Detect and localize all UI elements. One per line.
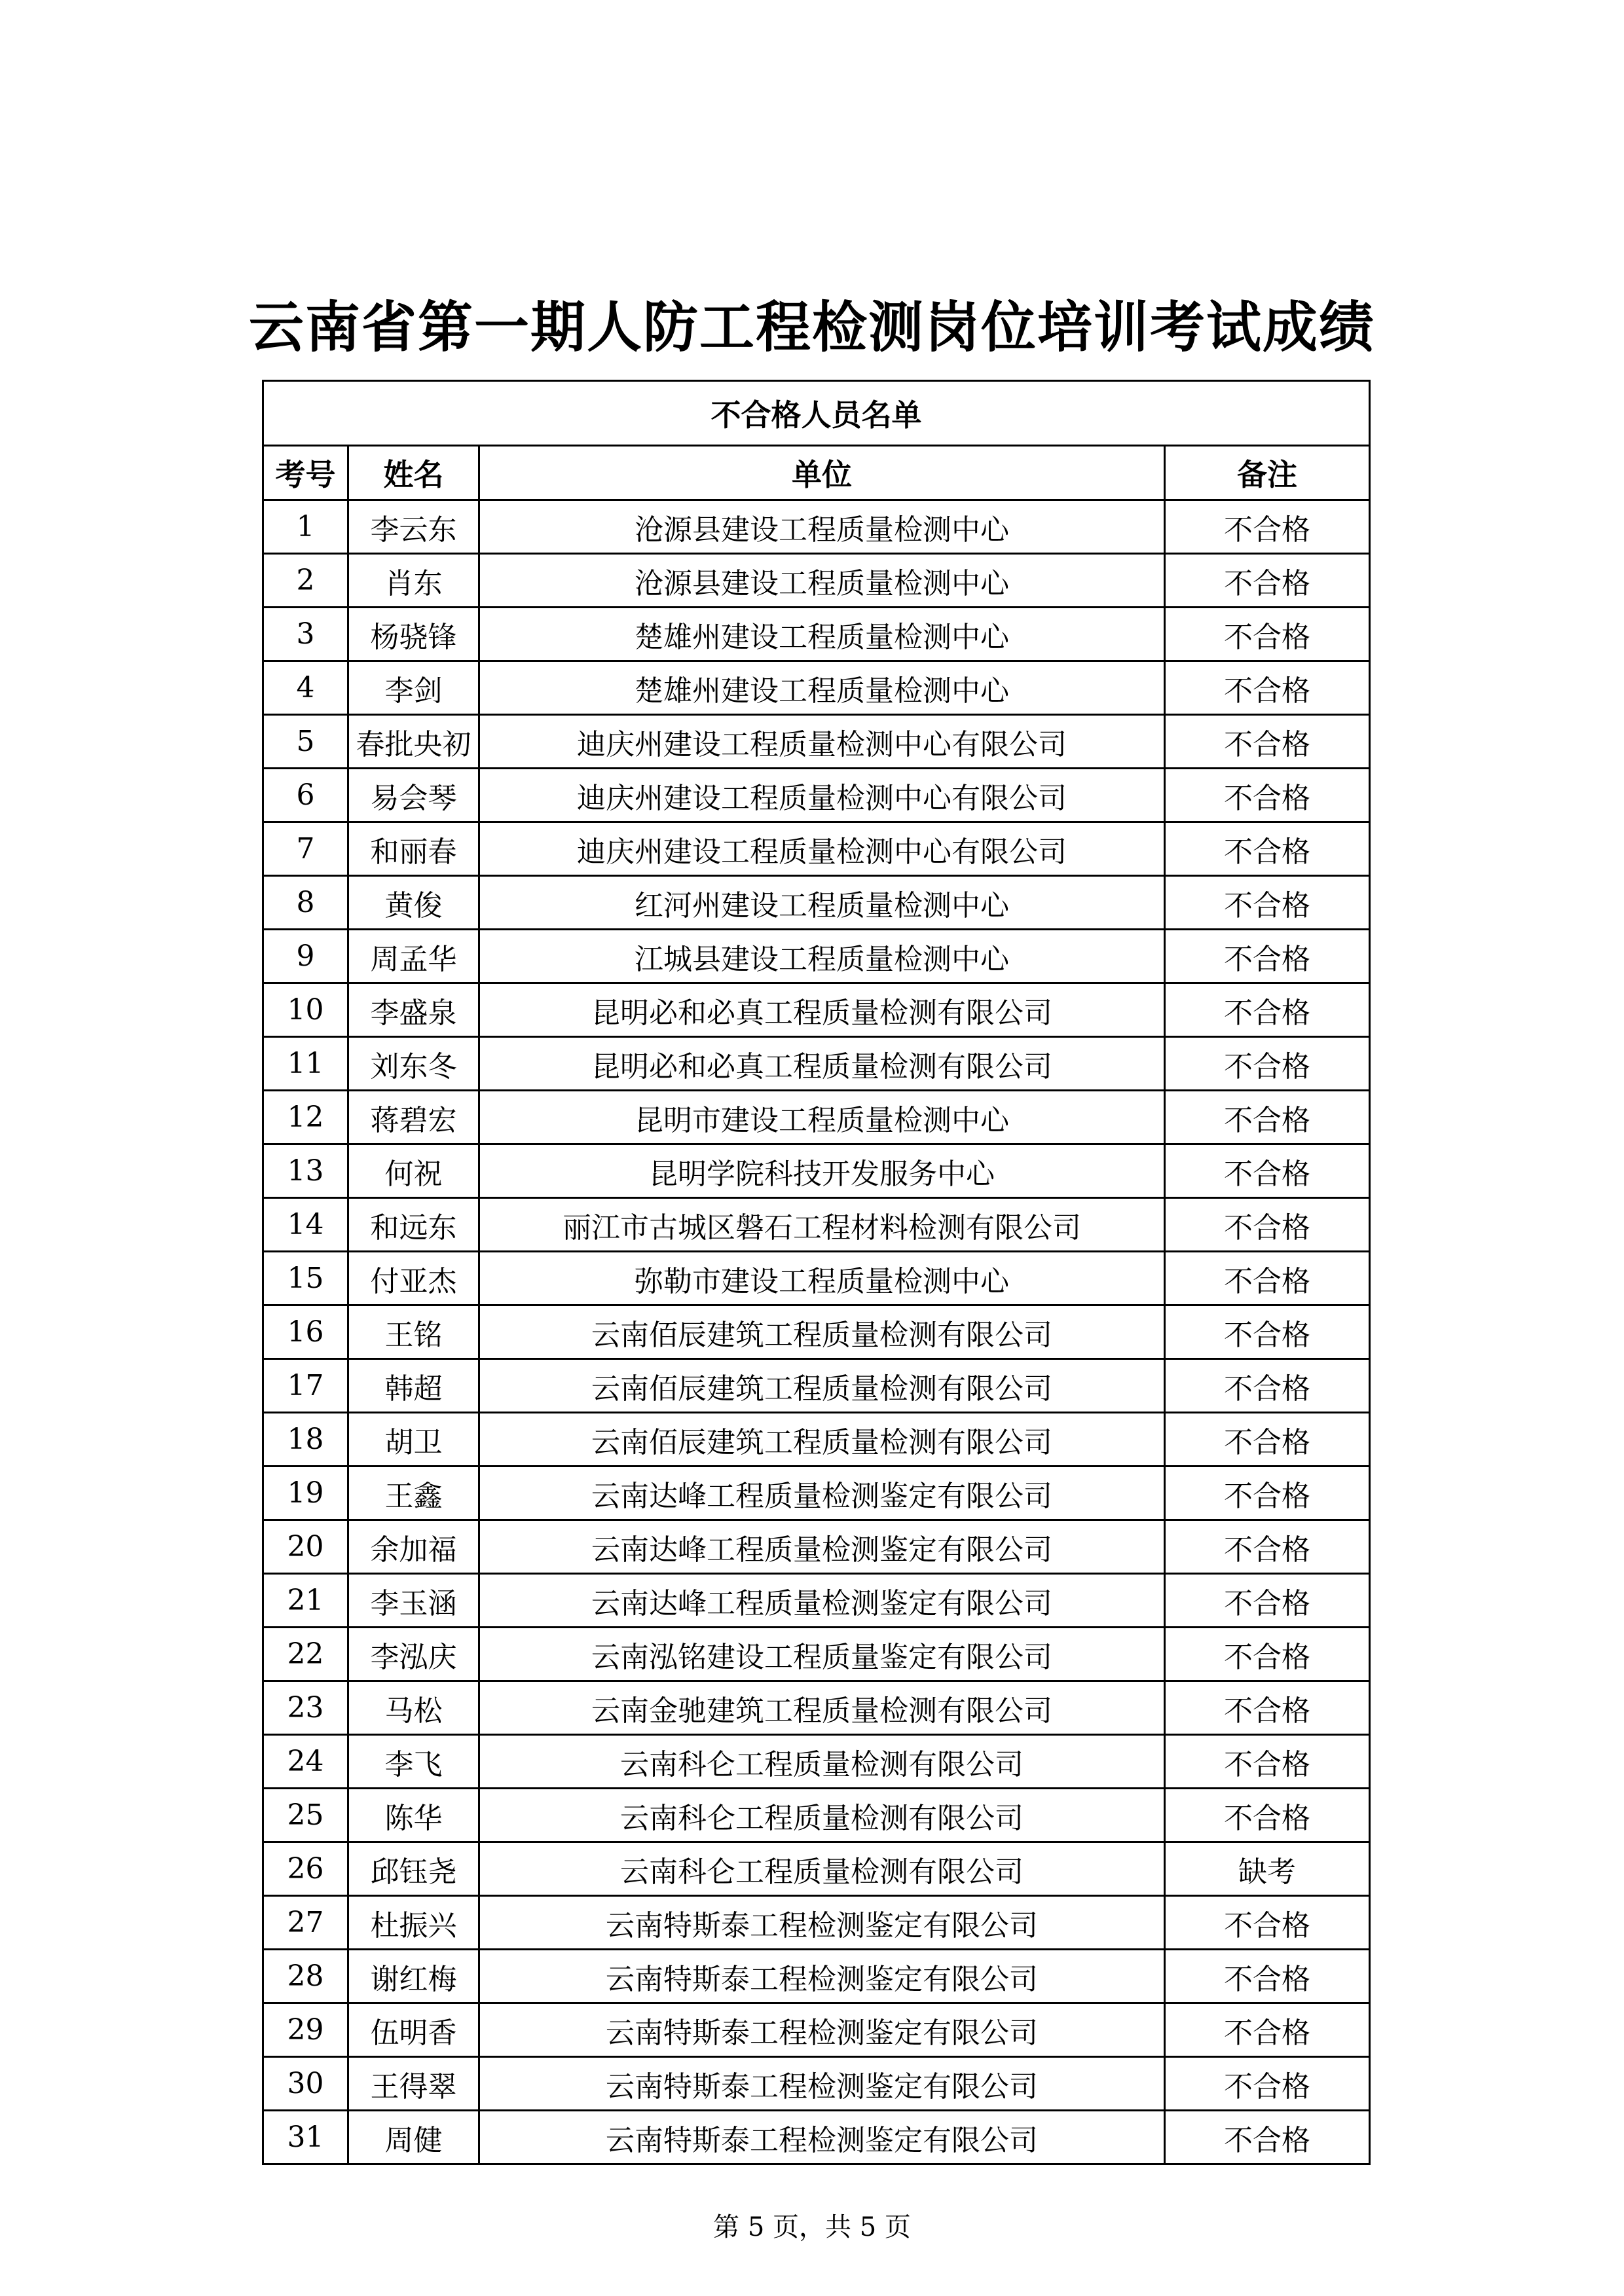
table-row: [263, 1950, 1370, 2003]
cell-exam-number: 1: [263, 500, 348, 554]
table-row: [263, 983, 1370, 1037]
table-row: [263, 2057, 1370, 2111]
cell-name: 李剑: [348, 661, 479, 715]
cell-name: 胡卫: [348, 1413, 479, 1467]
table-row: [263, 715, 1370, 769]
cell-remark: 不合格: [1165, 822, 1370, 876]
cell-name: 易会琴: [348, 769, 479, 822]
cell-organization: 迪庆州建设工程质量检测中心有限公司: [479, 822, 1165, 876]
cell-organization: 弥勒市建设工程质量检测中心: [479, 1252, 1165, 1305]
cell-exam-number: 26: [263, 1842, 348, 1896]
cell-organization: 云南科仑工程质量检测有限公司: [479, 1789, 1165, 1842]
cell-name: 春批央初: [348, 715, 479, 769]
cell-organization: 云南达峰工程质量检测鉴定有限公司: [479, 1520, 1165, 1574]
table-body: [263, 500, 1370, 2164]
table-row: [263, 1198, 1370, 1252]
cell-remark: 不合格: [1165, 2057, 1370, 2111]
cell-exam-number: 28: [263, 1950, 348, 2003]
cell-organization: 云南特斯泰工程检测鉴定有限公司: [479, 2003, 1165, 2057]
cell-exam-number: 24: [263, 1735, 348, 1789]
cell-name: 和远东: [348, 1198, 479, 1252]
cell-organization: 昆明学院科技开发服务中心: [479, 1144, 1165, 1198]
cell-remark: 不合格: [1165, 1305, 1370, 1359]
table-row: [263, 1628, 1370, 1681]
cell-name: 李玉涵: [348, 1574, 479, 1628]
cell-name: 肖东: [348, 554, 479, 608]
column-header-name: 姓名: [348, 446, 479, 500]
cell-organization: 红河州建设工程质量检测中心: [479, 876, 1165, 930]
column-header-remark: 备注: [1165, 446, 1370, 500]
cell-remark: 不合格: [1165, 1144, 1370, 1198]
cell-name: 邱钰尧: [348, 1842, 479, 1896]
cell-organization: 云南特斯泰工程检测鉴定有限公司: [479, 2111, 1165, 2164]
table-row: [263, 1789, 1370, 1842]
cell-remark: 不合格: [1165, 1789, 1370, 1842]
table-row: [263, 1574, 1370, 1628]
table-row: [263, 1896, 1370, 1950]
cell-name: 杜振兴: [348, 1896, 479, 1950]
cell-organization: 楚雄州建设工程质量检测中心: [479, 608, 1165, 661]
cell-exam-number: 21: [263, 1574, 348, 1628]
cell-exam-number: 6: [263, 769, 348, 822]
cell-remark: 不合格: [1165, 1252, 1370, 1305]
cell-name: 周孟华: [348, 930, 479, 983]
table-row: [263, 661, 1370, 715]
cell-exam-number: 15: [263, 1252, 348, 1305]
column-header-organization: 单位: [479, 446, 1165, 500]
table-row: [263, 500, 1370, 554]
cell-organization: 江城县建设工程质量检测中心: [479, 930, 1165, 983]
cell-name: 刘东冬: [348, 1037, 479, 1091]
cell-remark: 不合格: [1165, 1359, 1370, 1413]
table-row: [263, 1467, 1370, 1520]
cell-exam-number: 11: [263, 1037, 348, 1091]
table-row: [263, 822, 1370, 876]
cell-organization: 昆明市建设工程质量检测中心: [479, 1091, 1165, 1144]
cell-exam-number: 10: [263, 983, 348, 1037]
cell-exam-number: 27: [263, 1896, 348, 1950]
cell-remark: 不合格: [1165, 2111, 1370, 2164]
table-row: [263, 608, 1370, 661]
table-row: [263, 1735, 1370, 1789]
cell-name: 伍明香: [348, 2003, 479, 2057]
cell-exam-number: 7: [263, 822, 348, 876]
cell-remark: 不合格: [1165, 876, 1370, 930]
cell-organization: 云南科仑工程质量检测有限公司: [479, 1735, 1165, 1789]
cell-organization: 云南泓铭建设工程质量鉴定有限公司: [479, 1628, 1165, 1681]
table-row: [263, 554, 1370, 608]
cell-remark: 不合格: [1165, 1950, 1370, 2003]
cell-exam-number: 22: [263, 1628, 348, 1681]
cell-name: 杨骁锋: [348, 608, 479, 661]
cell-exam-number: 19: [263, 1467, 348, 1520]
failed-candidates-table: [262, 380, 1371, 2165]
cell-exam-number: 4: [263, 661, 348, 715]
cell-name: 李泓庆: [348, 1628, 479, 1681]
cell-name: 陈华: [348, 1789, 479, 1842]
cell-organization: 楚雄州建设工程质量检测中心: [479, 661, 1165, 715]
cell-remark: 不合格: [1165, 1467, 1370, 1520]
cell-remark: 不合格: [1165, 1413, 1370, 1467]
table-row: [263, 2111, 1370, 2164]
table-row: [263, 930, 1370, 983]
table-row: [263, 769, 1370, 822]
cell-exam-number: 29: [263, 2003, 348, 2057]
cell-organization: 迪庆州建设工程质量检测中心有限公司: [479, 715, 1165, 769]
cell-exam-number: 16: [263, 1305, 348, 1359]
cell-organization: 云南特斯泰工程检测鉴定有限公司: [479, 1896, 1165, 1950]
table-row: [263, 1842, 1370, 1896]
cell-remark: 不合格: [1165, 983, 1370, 1037]
cell-exam-number: 17: [263, 1359, 348, 1413]
cell-name: 余加福: [348, 1520, 479, 1574]
table-row: [263, 1520, 1370, 1574]
cell-organization: 云南佰辰建筑工程质量检测有限公司: [479, 1413, 1165, 1467]
cell-name: 李飞: [348, 1735, 479, 1789]
table-row: [263, 1144, 1370, 1198]
cell-organization: 迪庆州建设工程质量检测中心有限公司: [479, 769, 1165, 822]
table-row: [263, 1037, 1370, 1091]
cell-name: 付亚杰: [348, 1252, 479, 1305]
column-header-exam-number: 考号: [263, 446, 348, 500]
cell-exam-number: 30: [263, 2057, 348, 2111]
table-row: [263, 2003, 1370, 2057]
cell-name: 王鑫: [348, 1467, 479, 1520]
cell-remark: 不合格: [1165, 1681, 1370, 1735]
cell-exam-number: 23: [263, 1681, 348, 1735]
cell-remark: 不合格: [1165, 1091, 1370, 1144]
cell-remark: 不合格: [1165, 1520, 1370, 1574]
cell-exam-number: 9: [263, 930, 348, 983]
cell-remark: 不合格: [1165, 661, 1370, 715]
cell-organization: 云南科仑工程质量检测有限公司: [479, 1842, 1165, 1896]
cell-organization: 云南金驰建筑工程质量检测有限公司: [479, 1681, 1165, 1735]
cell-exam-number: 2: [263, 554, 348, 608]
table-row: [263, 1681, 1370, 1735]
cell-remark: 不合格: [1165, 1896, 1370, 1950]
cell-organization: 昆明必和必真工程质量检测有限公司: [479, 983, 1165, 1037]
cell-organization: 云南达峰工程质量检测鉴定有限公司: [479, 1467, 1165, 1520]
cell-name: 何祝: [348, 1144, 479, 1198]
cell-organization: 昆明必和必真工程质量检测有限公司: [479, 1037, 1165, 1091]
cell-organization: 沧源县建设工程质量检测中心: [479, 554, 1165, 608]
cell-name: 李盛泉: [348, 983, 479, 1037]
cell-name: 王得翠: [348, 2057, 479, 2111]
table-subtitle: 不合格人员名单: [263, 381, 1370, 446]
cell-exam-number: 20: [263, 1520, 348, 1574]
cell-name: 蒋碧宏: [348, 1091, 479, 1144]
cell-name: 李云东: [348, 500, 479, 554]
document-title: 云南省第一期人防工程检测岗位培训考试成绩: [248, 295, 1375, 359]
table-row: [263, 1305, 1370, 1359]
cell-remark: 不合格: [1165, 1735, 1370, 1789]
cell-remark: 不合格: [1165, 1037, 1370, 1091]
cell-name: 马松: [348, 1681, 479, 1735]
cell-remark: 不合格: [1165, 608, 1370, 661]
cell-remark: 缺考: [1165, 1842, 1370, 1896]
cell-remark: 不合格: [1165, 1198, 1370, 1252]
cell-remark: 不合格: [1165, 769, 1370, 822]
table-row: [263, 1091, 1370, 1144]
cell-organization: 丽江市古城区磐石工程材料检测有限公司: [479, 1198, 1165, 1252]
cell-remark: 不合格: [1165, 554, 1370, 608]
table-row: [263, 876, 1370, 930]
cell-exam-number: 18: [263, 1413, 348, 1467]
cell-remark: 不合格: [1165, 1628, 1370, 1681]
cell-organization: 沧源县建设工程质量检测中心: [479, 500, 1165, 554]
cell-organization: 云南佰辰建筑工程质量检测有限公司: [479, 1305, 1165, 1359]
cell-name: 周健: [348, 2111, 479, 2164]
cell-remark: 不合格: [1165, 500, 1370, 554]
cell-remark: 不合格: [1165, 930, 1370, 983]
table-row: [263, 1413, 1370, 1467]
cell-name: 韩超: [348, 1359, 479, 1413]
cell-name: 谢红梅: [348, 1950, 479, 2003]
cell-remark: 不合格: [1165, 1574, 1370, 1628]
cell-name: 黄俊: [348, 876, 479, 930]
cell-name: 和丽春: [348, 822, 479, 876]
table-row: [263, 1359, 1370, 1413]
cell-organization: 云南特斯泰工程检测鉴定有限公司: [479, 2057, 1165, 2111]
cell-exam-number: 14: [263, 1198, 348, 1252]
cell-exam-number: 8: [263, 876, 348, 930]
cell-organization: 云南佰辰建筑工程质量检测有限公司: [479, 1359, 1165, 1413]
cell-organization: 云南达峰工程质量检测鉴定有限公司: [479, 1574, 1165, 1628]
cell-exam-number: 12: [263, 1091, 348, 1144]
page-footer: 第 5 页，共 5 页: [713, 2212, 911, 2242]
cell-organization: 云南特斯泰工程检测鉴定有限公司: [479, 1950, 1165, 2003]
cell-remark: 不合格: [1165, 715, 1370, 769]
cell-remark: 不合格: [1165, 2003, 1370, 2057]
cell-exam-number: 3: [263, 608, 348, 661]
cell-exam-number: 5: [263, 715, 348, 769]
cell-exam-number: 31: [263, 2111, 348, 2164]
cell-name: 王铭: [348, 1305, 479, 1359]
cell-exam-number: 25: [263, 1789, 348, 1842]
table-row: [263, 1252, 1370, 1305]
cell-exam-number: 13: [263, 1144, 348, 1198]
